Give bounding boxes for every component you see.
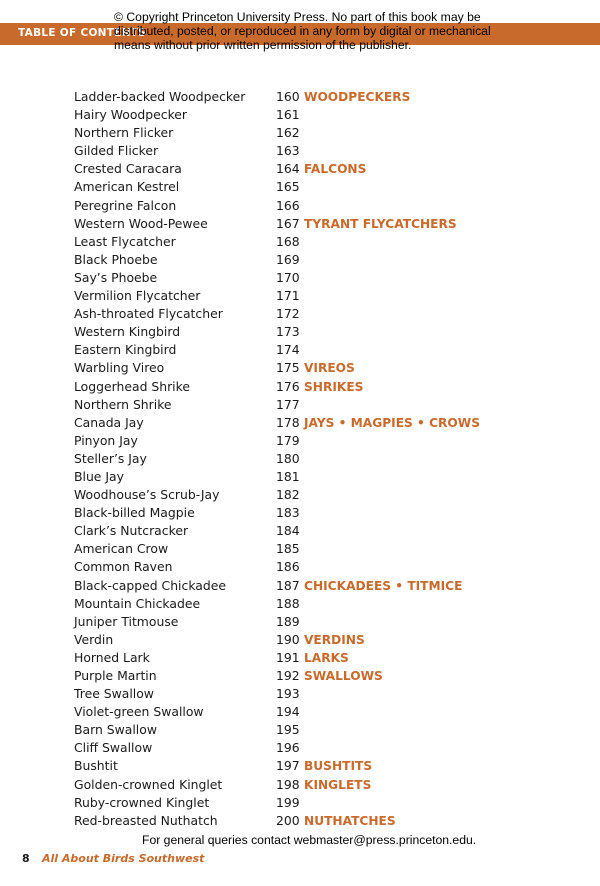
- entry-page-number: 182: [276, 487, 300, 503]
- entry-page-number: 163: [276, 143, 300, 159]
- toc-row: [0, 703, 600, 721]
- toc-row: [0, 432, 600, 450]
- toc-row: [0, 486, 600, 504]
- section-heading: SHRIKES: [304, 379, 364, 394]
- entry-name: Clark’s Nutcracker: [74, 523, 189, 539]
- entry-page-number: 190: [276, 631, 300, 647]
- toc-row: [0, 450, 600, 468]
- entry-name: Bushtit: [74, 758, 118, 774]
- entry-name: Barn Swallow: [74, 722, 157, 738]
- entry-name: Black-capped Chickadee: [74, 577, 226, 593]
- toc-row: [0, 287, 600, 305]
- entry-name: Ladder-backed Woodpecker: [74, 89, 246, 104]
- entry-name: Northern Shrike: [74, 396, 172, 412]
- section-heading: WOODPECKERS: [304, 90, 411, 104]
- entry-name: Loggerhead Shrike: [74, 378, 190, 394]
- entry-name: Steller’s Jay: [74, 450, 147, 466]
- page-number: 8: [22, 852, 30, 865]
- section-heading: LARKS: [304, 650, 349, 665]
- entry-name: Least Flycatcher: [74, 233, 176, 249]
- entry-name: Canada Jay: [74, 414, 144, 430]
- entry-name: Vermilion Flycatcher: [74, 288, 201, 304]
- entry-name: Cliff Swallow: [74, 740, 153, 756]
- toc-row: [0, 341, 600, 359]
- entry-name: Blue Jay: [74, 468, 124, 484]
- toc-row: [0, 88, 600, 106]
- toc-row: [0, 613, 600, 631]
- entry-name: Western Kingbird: [74, 324, 181, 340]
- toc-row: [0, 251, 600, 269]
- entry-name: Tree Swallow: [74, 686, 154, 702]
- entry-page-number: 161: [276, 107, 300, 123]
- entry-page-number: 166: [276, 197, 300, 213]
- toc-row: [0, 124, 600, 142]
- entry-page-number: 192: [276, 668, 300, 683]
- entry-name: Golden-crowned Kinglet: [74, 776, 223, 792]
- toc-row: [0, 776, 600, 794]
- toc-row: [0, 649, 600, 667]
- entry-page-number: 168: [276, 233, 300, 249]
- toc-row: [0, 757, 600, 775]
- toc-row: [0, 577, 600, 595]
- entry-page-number: 188: [276, 595, 300, 611]
- entry-name: Woodhouse’s Scrub-Jay: [74, 487, 220, 503]
- toc-row: [0, 631, 600, 649]
- copyright-notice: © Copyright Princeton University Press. No part of this book may be distributed, posted, or reproduced in any form by digital or mechanical means without prior written permission of the publisher.: [114, 10, 491, 52]
- entry-name: Northern Flicker: [74, 125, 174, 141]
- toc-row: [0, 396, 600, 414]
- entry-page-number: 194: [276, 704, 300, 720]
- entry-page-number: 179: [276, 432, 300, 448]
- section-heading: JAYS • MAGPIES • CROWS: [304, 415, 480, 430]
- toc-row: [0, 305, 600, 323]
- toc-row: [0, 595, 600, 613]
- entry-page-number: 165: [276, 179, 300, 195]
- toc-row: [0, 685, 600, 703]
- entry-name: Violet-green Swallow: [74, 704, 204, 720]
- entry-name: Ruby-crowned Kinglet: [74, 794, 210, 810]
- toc-row: [0, 667, 600, 685]
- entry-page-number: 172: [276, 306, 300, 322]
- section-heading: FALCONS: [304, 162, 367, 177]
- entry-name: Ash-throated Flycatcher: [74, 306, 223, 322]
- entry-name: Pinyon Jay: [74, 432, 138, 448]
- toc-row: [0, 106, 600, 124]
- entry-page-number: 189: [276, 613, 300, 629]
- entry-name: American Crow: [74, 541, 169, 557]
- entry-page-number: 191: [276, 649, 300, 665]
- entry-page-number: 186: [276, 559, 300, 575]
- entry-page-number: 198: [276, 776, 300, 792]
- entry-page-number: 174: [276, 342, 300, 358]
- entry-name: Horned Lark: [74, 649, 150, 665]
- toc-row: [0, 378, 600, 396]
- section-heading: SWALLOWS: [304, 669, 383, 683]
- entry-name: American Kestrel: [74, 179, 180, 195]
- entry-page-number: 195: [276, 722, 300, 738]
- toc-row: [0, 197, 600, 215]
- entry-page-number: 171: [276, 288, 300, 304]
- toc-row: [0, 522, 600, 540]
- contact-notice: For general queries contact webmaster@press.princeton.edu.: [142, 833, 477, 847]
- entry-page-number: 173: [276, 324, 300, 340]
- toc-row: [0, 142, 600, 160]
- entry-name: Hairy Woodpecker: [74, 107, 188, 123]
- entry-name: Black-billed Magpie: [74, 505, 195, 521]
- entry-page-number: 170: [276, 269, 300, 285]
- entry-page-number: 200: [276, 812, 300, 828]
- toc-row: [0, 558, 600, 576]
- entry-name: Common Raven: [74, 559, 173, 575]
- entry-name: Verdin: [74, 631, 114, 647]
- section-heading: VERDINS: [304, 632, 365, 647]
- entry-name: Gilded Flicker: [74, 143, 159, 159]
- entry-name: Say’s Phoebe: [74, 269, 158, 285]
- toc-list: [0, 88, 600, 830]
- section-heading: TYRANT FLYCATCHERS: [304, 216, 457, 231]
- entry-page-number: 184: [276, 523, 300, 539]
- entry-name: Eastern Kingbird: [74, 342, 177, 358]
- entry-name: Black Phoebe: [74, 251, 158, 267]
- toc-row: [0, 160, 600, 178]
- toc-row: [0, 468, 600, 486]
- entry-name: Western Wood-Pewee: [74, 215, 208, 231]
- toc-row: [0, 233, 600, 251]
- toc-row: [0, 540, 600, 558]
- entry-page-number: 185: [276, 541, 300, 557]
- entry-page-number: 199: [276, 794, 300, 810]
- entry-page-number: 193: [276, 686, 300, 702]
- book-title: All About Birds Southwest: [42, 852, 205, 865]
- entry-page-number: 181: [276, 468, 300, 484]
- toc-row: [0, 215, 600, 233]
- toc-row: [0, 269, 600, 287]
- toc-row: [0, 359, 600, 377]
- section-heading: KINGLETS: [304, 777, 372, 792]
- entry-page-number: 160: [276, 89, 300, 104]
- entry-page-number: 180: [276, 450, 300, 466]
- entry-page-number: 183: [276, 505, 300, 521]
- toc-row: [0, 721, 600, 739]
- entry-page-number: 176: [276, 378, 300, 394]
- section-header-label: TABLE OF CONTENTS: [18, 27, 147, 39]
- section-heading: NUTHATCHES: [304, 813, 396, 828]
- toc-row: [0, 414, 600, 432]
- entry-page-number: 167: [276, 215, 300, 231]
- section-heading: VIREOS: [304, 361, 355, 376]
- entry-page-number: 175: [276, 360, 300, 376]
- toc-row: [0, 504, 600, 522]
- entry-name: Red-breasted Nuthatch: [74, 812, 218, 828]
- entry-page-number: 197: [276, 758, 300, 774]
- entry-page-number: 187: [276, 577, 300, 593]
- entry-name: Purple Martin: [74, 668, 157, 683]
- entry-page-number: 169: [276, 251, 300, 267]
- toc-row: [0, 794, 600, 812]
- entry-name: Juniper Titmouse: [74, 613, 179, 629]
- section-heading: CHICKADEES • TITMICE: [304, 578, 463, 593]
- entry-name: Peregrine Falcon: [74, 197, 177, 213]
- entry-page-number: 177: [276, 396, 300, 412]
- entry-name: Mountain Chickadee: [74, 595, 201, 611]
- entry-page-number: 196: [276, 740, 300, 756]
- section-heading: BUSHTITS: [304, 759, 373, 774]
- entry-page-number: 162: [276, 125, 300, 141]
- entry-page-number: 178: [276, 414, 300, 430]
- entry-page-number: 164: [276, 161, 300, 177]
- toc-row: [0, 178, 600, 196]
- toc-row: [0, 323, 600, 341]
- toc-row: [0, 812, 600, 830]
- toc-row: [0, 739, 600, 757]
- entry-name: Warbling Vireo: [74, 360, 165, 376]
- entry-name: Crested Caracara: [74, 161, 182, 177]
